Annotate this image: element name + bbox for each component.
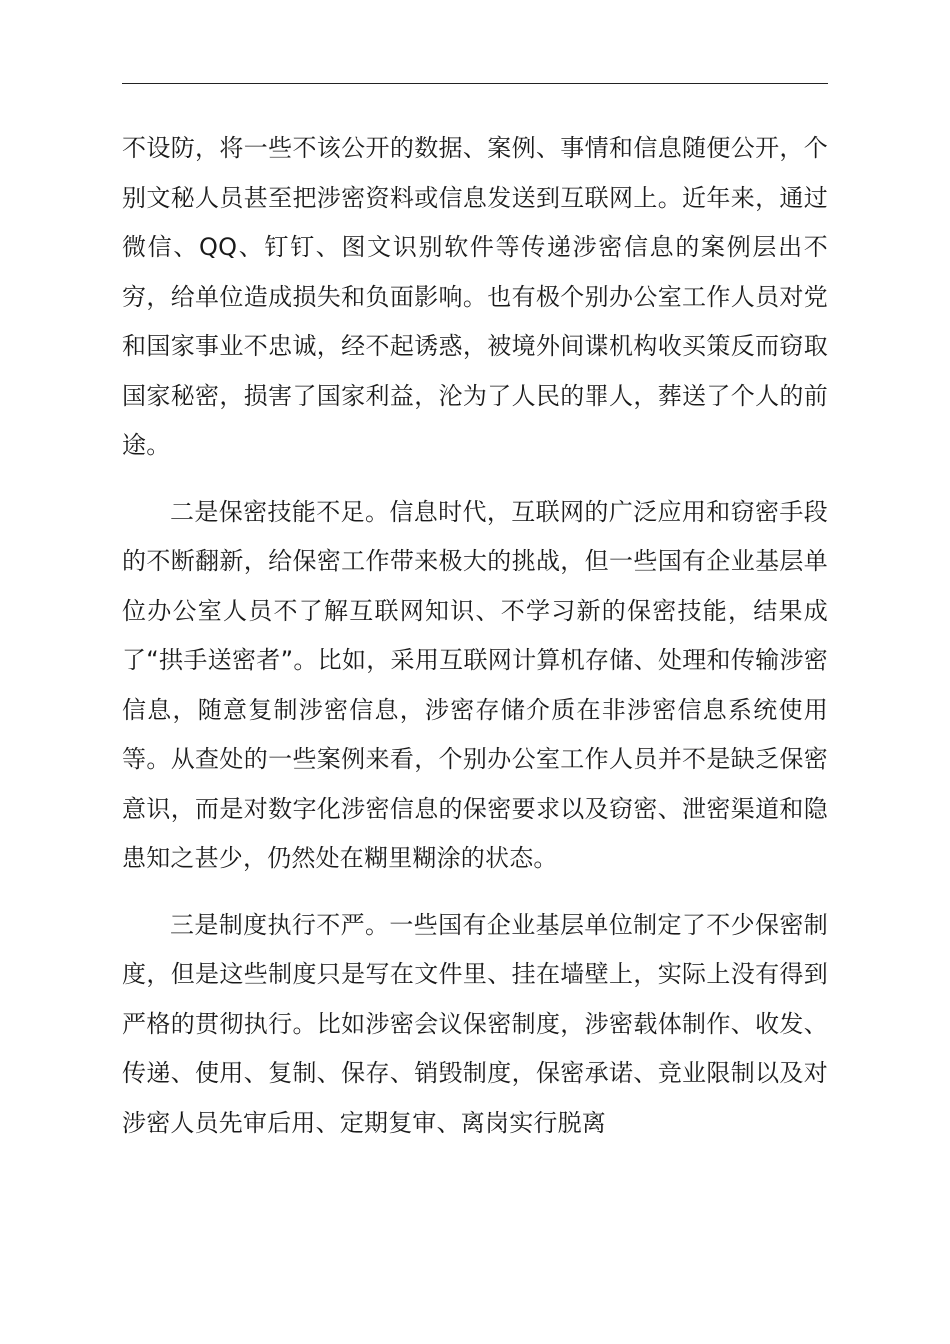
paragraph-3: 三是制度执行不严。一些国有企业基层单位制定了不少保密制度，但是这些制度只是写在文件里、挂在墙壁上，实际上没有得到严格的贯彻执行。比如涉密会议保密制度，涉密载体制作、收发、传递、使用、复制、保存、销毁制度，保密承诺、竞业限制以及对涉密人员先审后用、定期复审、离岗实行脱离	[122, 910, 828, 1137]
document-body	[122, 124, 828, 1148]
paragraph-1: 不设防，将一些不该公开的数据、案例、事情和信息随便公开，个别文秘人员甚至把涉密资料或信息发送到互联网上。近年来，通过微信、QQ、钉钉、图文识别软件等传递涉密信息的案例层出不穷，给单位造成损失和负面影响。也有极个别办公室工作人员对党和国家事业不忠诚，经不起诱惑，被境外间谍机构收买策反而窃取国家秘密，损害了国家利益，沦为了人民的罪人，葬送了个人的前途。	[122, 134, 828, 459]
header-rule	[122, 83, 828, 84]
paragraph-2: 二是保密技能不足。信息时代，互联网的广泛应用和窃密手段的不断翻新，给保密工作带来极大的挑战，但一些国有企业基层单位办公室人员不了解互联网知识、不学习新的保密技能，结果成了“拱手送密者”。比如，采用互联网计算机存储、处理和传输涉密信息，随意复制涉密信息，涉密存储介质在非涉密信息系统使用等。从查处的一些案例来看，个别办公室工作人员并不是缺乏保密意识，而是对数字化涉密信息的保密要求以及窃密、泄密渠道和隐患知之甚少，仍然处在糊里糊涂的状态。	[122, 497, 828, 872]
